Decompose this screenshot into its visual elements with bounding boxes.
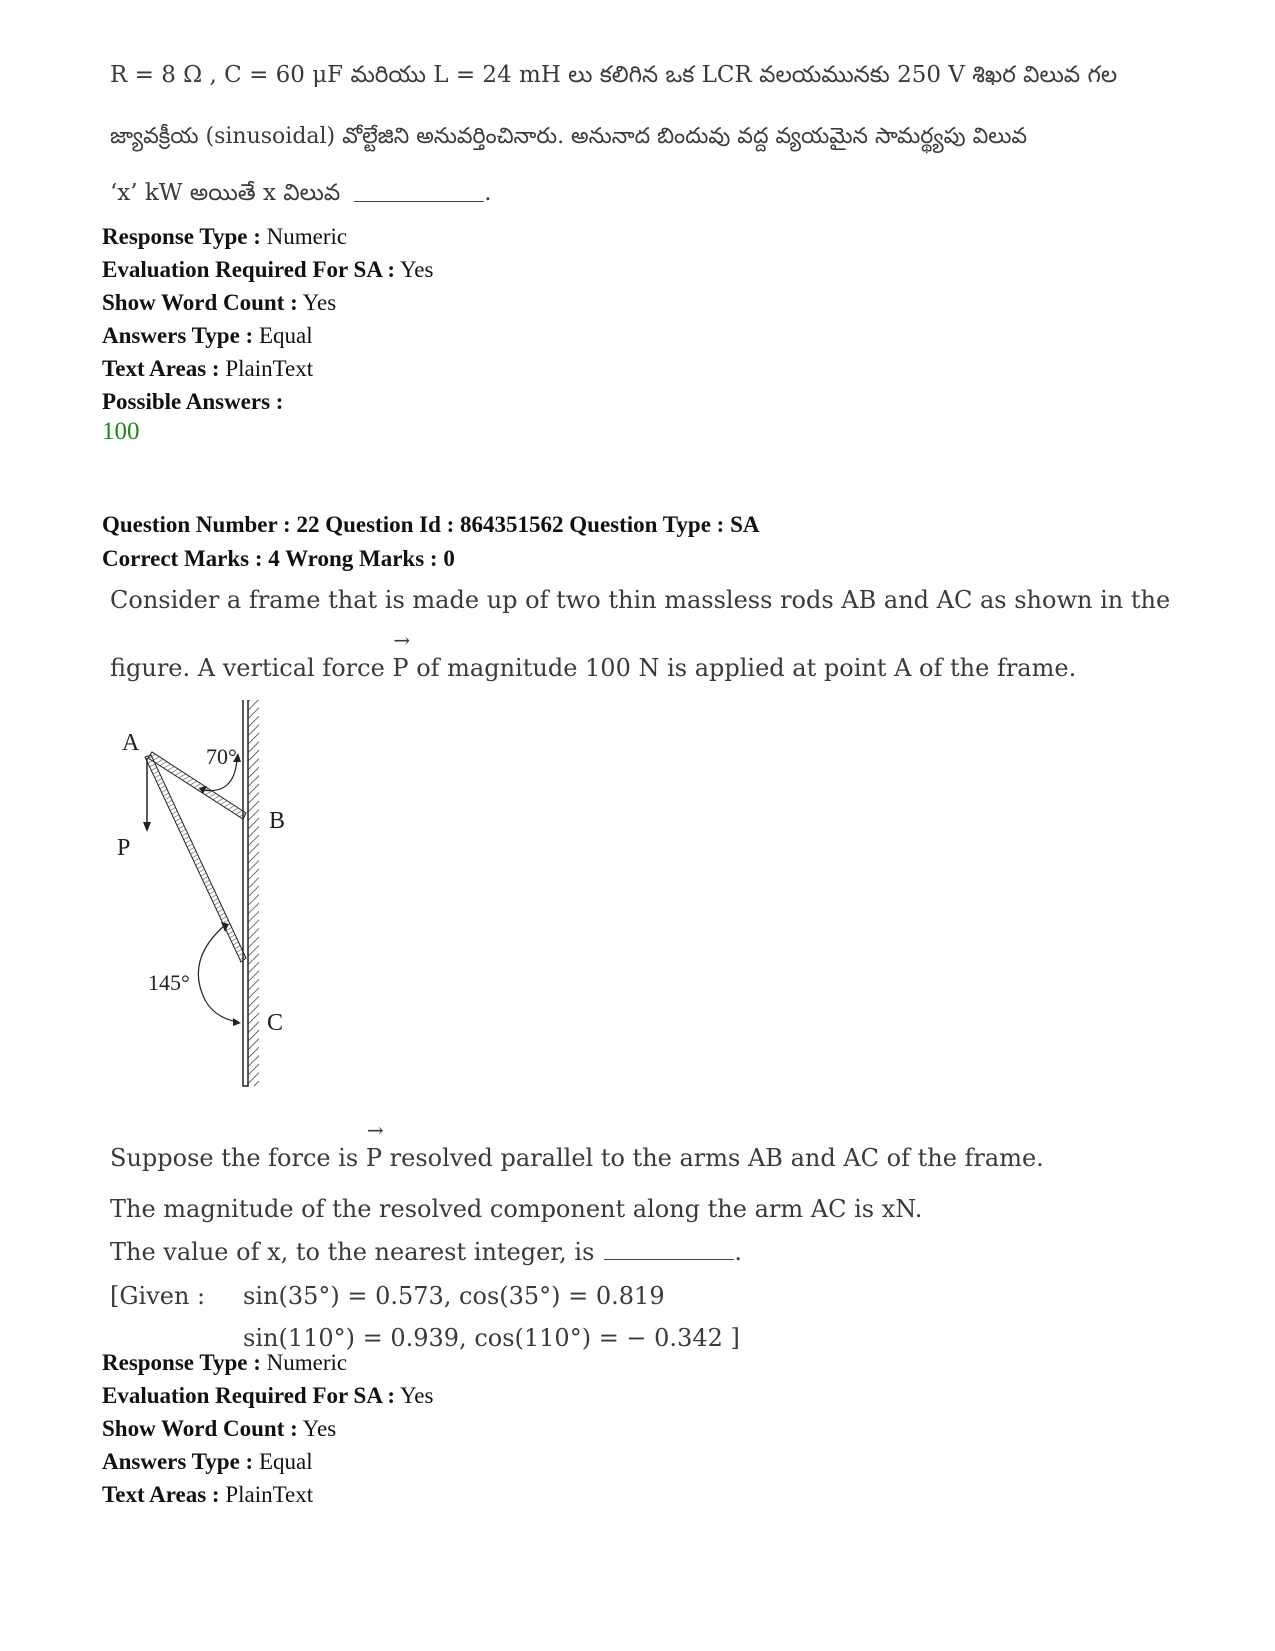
meta-value: PlainText [219,1482,314,1507]
vector-letter: P [365,1144,383,1172]
meta-answers-type [102,319,433,352]
q22-body-line3 [110,1238,1190,1266]
q22-text-line1: Consider a frame that is made up of two thin massless rods AB and AC as shown in the [110,586,1171,614]
meta-label: Possible Answers : [102,389,284,414]
q21-text-line3-end: . [484,180,492,206]
meta-value: Numeric [260,224,348,249]
q22-body-line1-a: Suppose the force is [110,1144,366,1172]
meta-value: Equal [253,323,313,348]
q22-text-line2-a: figure. A vertical force [110,654,393,682]
meta-value: PlainText [219,356,314,381]
meta-value: Equal [253,1449,313,1474]
q21-text-line3-content: ‘x’ kW అయితే x విలువ [110,180,341,206]
q22-body-line3-end: . [734,1238,743,1266]
angle-70-label: 70° [206,744,237,769]
answer-blank [354,183,484,202]
meta-response-type [102,1346,433,1379]
vector-arrow-icon: → [366,1118,384,1142]
q22-text-line2 [110,628,1190,682]
meta-label: Answers Type : [102,323,254,348]
meta-label: Text Areas : [102,356,220,381]
meta-label: Show Word Count : [102,290,298,315]
label-p: P [117,835,131,861]
meta-evaluation-required [102,253,433,286]
q21-meta [102,220,433,418]
meta-value: Yes [395,257,434,282]
meta-text-areas [102,1478,433,1511]
meta-label: Evaluation Required For SA : [102,1383,396,1408]
meta-evaluation-required [102,1379,433,1412]
given-values-1: sin(35°) = 0.573, cos(35°) = 0.819 [243,1282,665,1310]
meta-possible-answers [102,385,433,418]
question-header-line1: Question Number : 22 Question Id : 864351562 Question Type : SA [102,512,760,537]
given-line1 [110,1282,1190,1310]
meta-text-areas [102,352,433,385]
q22-text-line2-b: of magnitude 100 N is applied at point A of the frame. [408,654,1077,682]
q22-meta [102,1346,433,1511]
force-vector-symbol-2 [365,1118,384,1172]
label-c: C [267,1010,284,1036]
given-line2: sin(110°) = 0.939, cos(110°) = − 0.342 ] [243,1324,740,1352]
q22-body-line3-content: The value of x, to the nearest integer, is [110,1238,595,1266]
meta-show-word-count [102,286,433,319]
meta-label: Text Areas : [102,1482,220,1507]
meta-value: Numeric [260,1350,348,1375]
meta-label: Response Type : [102,1350,261,1375]
angle-145-arrowhead2-icon [233,1018,241,1026]
answer-blank [604,1245,734,1260]
q22-body-line1-b: resolved parallel to the arms AB and AC of the frame. [382,1144,1044,1172]
meta-response-type [102,220,433,253]
meta-label: Show Word Count : [102,1416,298,1441]
meta-value: Yes [297,1416,337,1441]
meta-value: Yes [297,290,337,315]
q22-body-line1 [110,1118,1190,1172]
label-b: B [269,808,286,834]
meta-answers-type [102,1445,433,1478]
possible-answer-value: 100 [102,418,140,445]
q21-text-line1: R = 8 Ω , C = 60 μF మరియు L = 24 mH లు కలిగిన ఒక LCR వలయమునకు 250 V శిఖర విలువ గల [110,62,1118,88]
force-p-arrowhead-icon [143,822,151,832]
label-a: A [122,730,140,756]
meta-label: Answers Type : [102,1449,254,1474]
force-vector-symbol [392,628,411,682]
meta-label: Response Type : [102,224,261,249]
question-header [102,508,760,576]
q22-body-line2: The magnitude of the resolved component along the arm AC is xN. [110,1195,923,1223]
meta-value: Yes [395,1383,434,1408]
meta-show-word-count [102,1412,433,1445]
given-label: [Given : [110,1282,206,1310]
wall-hatching [248,700,259,1086]
wall [243,700,248,1086]
meta-label: Evaluation Required For SA : [102,257,396,282]
frame-figure [105,700,305,1110]
q21-text-line2: జ్యావక్రీయ (sinusoidal) వోల్టేజిని అనువర్తించినారు. అనునాద బిందువు వద్ద వ్యయమైన సామర్థ్యపు విలువ [110,124,1028,149]
angle-145-label: 145° [148,970,190,995]
vector-arrow-icon: → [393,628,411,652]
vector-letter: P [392,654,409,682]
question-marks-line: Correct Marks : 4 Wrong Marks : 0 [102,546,455,571]
q21-text-line3 [110,180,1190,212]
